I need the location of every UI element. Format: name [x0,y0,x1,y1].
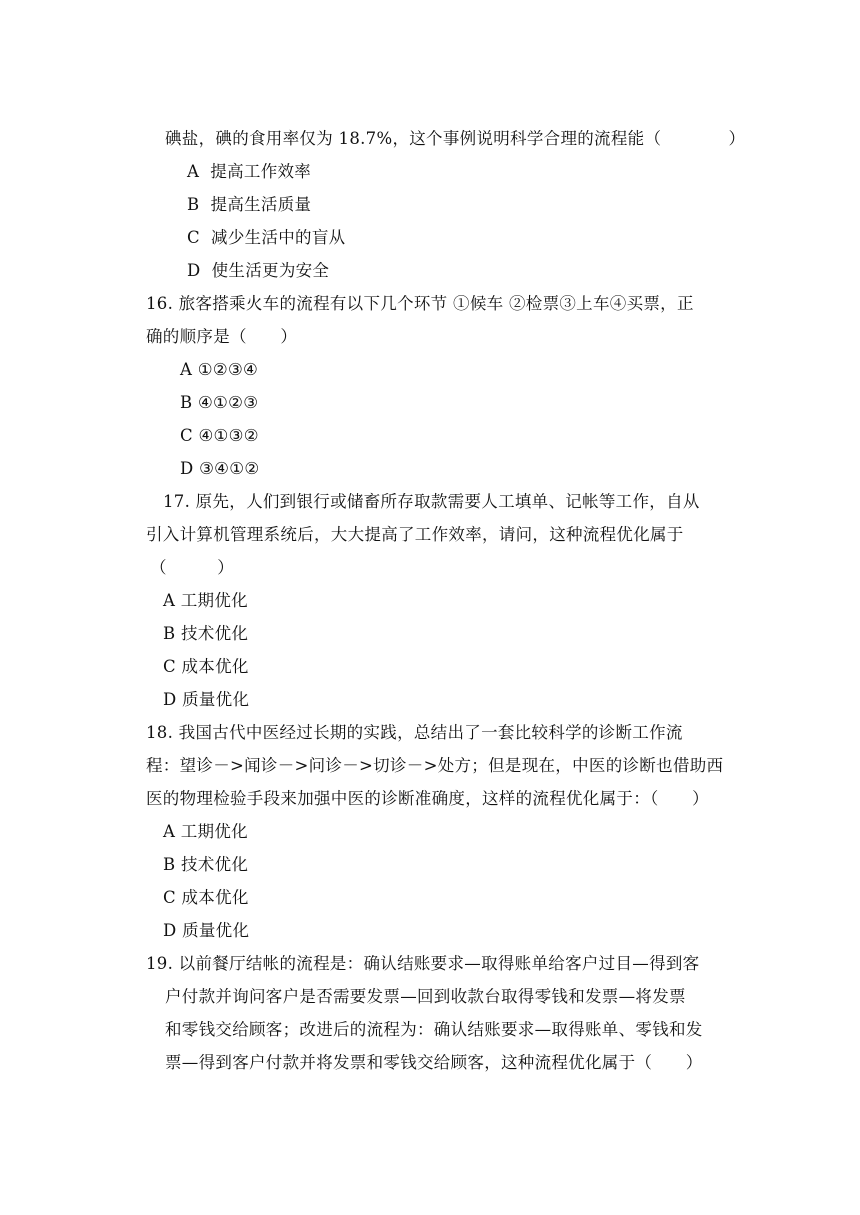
q17-option-c: C 成本优化 [163,657,249,676]
q16-option-c: C ④①③② [180,426,259,445]
q17-option-d: D 质量优化 [163,690,250,709]
q18-stem-line-2: 程：望诊－>闻诊－>问诊－>切诊－>处方；但是现在，中医的诊断也借助西 [146,756,724,775]
q15-option-b: B 提高生活质量 [187,195,312,214]
q19-stem-line-3: 和零钱交给顾客；改进后的流程为：确认结账要求—取得账单、零钱和发 [165,1020,703,1039]
q18-option-c: C 成本优化 [163,888,249,907]
q15-option-d: D 使生活更为安全 [187,261,330,280]
q18-option-d: D 质量优化 [163,921,250,940]
q18-stem-line-1: 18. 我国古代中医经过长期的实践，总结出了一套比较科学的诊断工作流 [146,723,683,742]
q15-option-c: C 减少生活中的盲从 [187,228,346,247]
q16-option-d: D ③④①② [180,459,260,478]
q18-option-b: B 技术优化 [163,855,249,874]
q15-option-a: A 提高工作效率 [187,162,312,181]
q15-stem-line: 碘盐，碘的食用率仅为 18.7%，这个事例说明科学合理的流程能（ ） [165,129,746,148]
q16-option-a: A ①②③④ [180,360,259,379]
q19-stem-line-4: 票—得到客户付款并将发票和零钱交给顾客，这种流程优化属于（ ） [165,1053,703,1072]
q19-stem-line-1: 19. 以前餐厅结帐的流程是：确认结账要求—取得账单给客户过目—得到客 [146,954,700,973]
q17-stem-line-3: （ ） [150,558,234,577]
q17-stem-line-1: 17. 原先，人们到银行或储畜所存取款需要人工填单、记帐等工作，自从 [163,492,700,511]
q17-stem-line-2: 引入计算机管理系统后，大大提高了工作效率，请问，这种流程优化属于 [146,525,684,544]
q19-stem-line-2: 户付款并询问客户是否需要发票—回到收款台取得零钱和发票—将发票 [165,987,686,1006]
q17-option-a: A 工期优化 [163,591,248,610]
q18-option-a: A 工期优化 [163,822,248,841]
q16-stem-line-2: 确的顺序是（ ） [146,327,298,346]
q16-option-b: B ④①②③ [180,393,259,412]
q18-stem-line-3: 医的物理检验手段来加强中医的诊断准确度，这样的流程优化属于：（ ） [146,789,709,808]
q16-stem-line-1: 16. 旅客搭乘火车的流程有以下几个环节 ①候车 ②检票③上车④买票，正 [146,294,694,313]
q17-option-b: B 技术优化 [163,624,249,643]
